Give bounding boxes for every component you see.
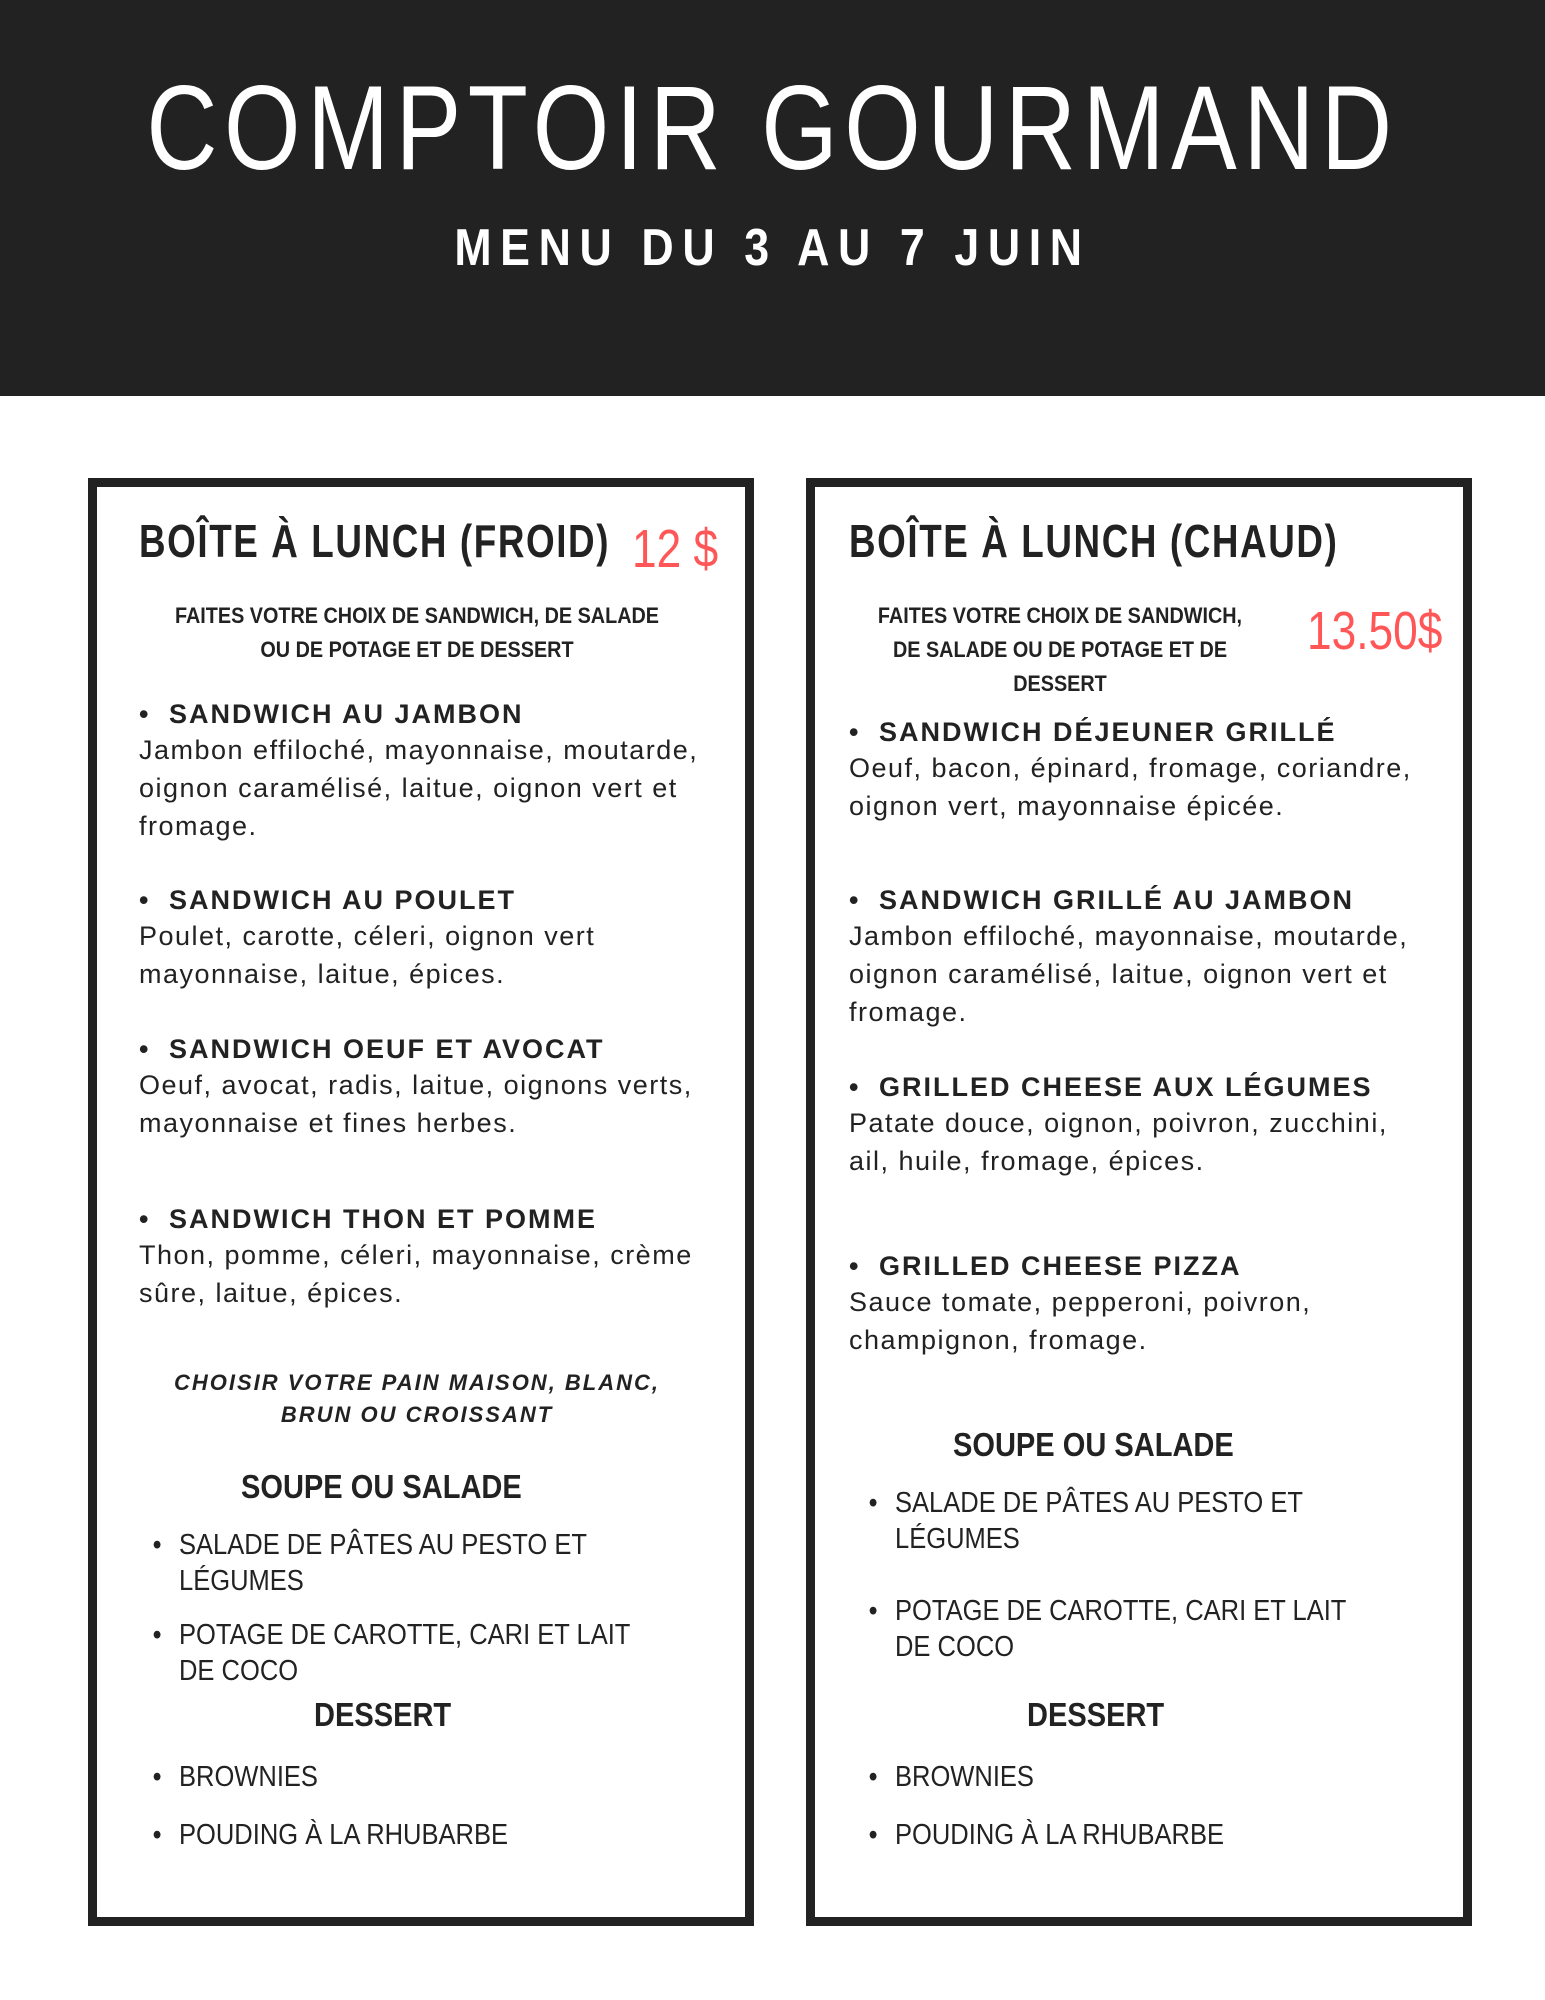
bullet-icon: • — [139, 699, 151, 729]
card-intro: FAITES VOTRE CHOIX DE SANDWICH, DE SALADE OU DE POTAGE ET DE DESSERT — [174, 603, 660, 662]
bullet-icon: • — [139, 1204, 151, 1234]
menu-item-description: Sauce tomate, pepperoni, poivron, champignon, fromage. — [849, 1287, 1312, 1355]
menu-item-name: • GRILLED CHEESE PIZZA — [849, 1251, 1242, 1281]
list-item: • POUDING À LA RHUBARBE — [152, 1819, 509, 1851]
menu-item — [139, 1202, 709, 1312]
soup-salad-heading: SOUPE OU SALADE — [241, 1468, 522, 1505]
menu-item-name: • SANDWICH OEUF ET AVOCAT — [139, 1034, 605, 1064]
menu-date-subtitle: MENU DU 3 AU 7 JUIN — [454, 219, 1091, 277]
menu-item-description: Patate douce, oignon, poivron, zucchini, ail, huile, fromage, épices. — [849, 1108, 1388, 1176]
list-item: • BROWNIES — [152, 1761, 318, 1793]
bullet-icon: • — [849, 885, 861, 915]
menu-item-name: • SANDWICH DÉJEUNER GRILLÉ — [849, 717, 1337, 747]
price-tag: 12 $ — [632, 519, 719, 579]
menu-item-name: • SANDWICH GRILLÉ AU JAMBON — [849, 885, 1354, 915]
bread-choice-note: CHOISIR VOTRE PAIN MAISON, BLANC, BRUN OU CROISSANT — [173, 1370, 661, 1427]
menu-item — [139, 697, 709, 845]
menu-item-description: Poulet, carotte, céleri, oignon vert mayonnaise, laitue, épices. — [139, 921, 596, 989]
menu-item-name: • GRILLED CHEESE AUX LÉGUMES — [849, 1072, 1373, 1102]
card-intro: FAITES VOTRE CHOIX DE SANDWICH, DE SALADE OU DE POTAGE ET DE DESSERT — [877, 603, 1243, 696]
menu-item-name: • SANDWICH THON ET POMME — [139, 1204, 597, 1234]
menu-item-name: • SANDWICH AU JAMBON — [139, 699, 524, 729]
bullet-icon: • — [849, 717, 861, 747]
bullet-icon: • — [139, 1034, 151, 1064]
menu-item-description: Oeuf, avocat, radis, laitue, oignons verts, mayonnaise et fines herbes. — [139, 1070, 693, 1138]
card-title: BOÎTE À LUNCH (CHAUD) — [849, 515, 1339, 567]
menu-item — [849, 883, 1429, 1031]
dessert-heading: DESSERT — [1027, 1696, 1165, 1733]
menu-item — [849, 715, 1429, 825]
brand-title: COMPTOIR GOURMAND — [146, 61, 1399, 195]
menu-item — [139, 1032, 709, 1142]
list-item: • BROWNIES — [868, 1761, 1034, 1793]
menu-item-description: Jambon effiloché, mayonnaise, moutarde, oignon caramélisé, laitue, oignon vert et fromage. — [139, 735, 699, 841]
card-title: BOÎTE À LUNCH (FROID) — [139, 515, 611, 567]
list-item: • POTAGE DE CAROTTE, CARI ET LAIT DE COCO — [152, 1619, 630, 1687]
menu-item-name: • SANDWICH AU POULET — [139, 885, 516, 915]
hot-lunch-box-card — [806, 478, 1472, 1926]
menu-header — [0, 0, 1545, 396]
list-item: • SALADE DE PÂTES AU PESTO ET LÉGUMES — [868, 1487, 1303, 1555]
list-item: • POUDING À LA RHUBARBE — [868, 1819, 1225, 1851]
dessert-heading: DESSERT — [314, 1696, 452, 1733]
list-item: • SALADE DE PÂTES AU PESTO ET LÉGUMES — [152, 1529, 587, 1597]
menu-item-description: Oeuf, bacon, épinard, fromage, coriandre, oignon vert, mayonnaise épicée. — [849, 753, 1412, 821]
menu-item-description: Jambon effiloché, mayonnaise, moutarde, oignon caramélisé, laitue, oignon vert et fromage. — [849, 921, 1409, 1027]
soup-salad-heading: SOUPE OU SALADE — [953, 1426, 1234, 1463]
menu-item — [849, 1249, 1429, 1359]
menu-item — [849, 1070, 1429, 1180]
price-tag: 13.50$ — [1307, 601, 1443, 661]
cold-lunch-box-card — [88, 478, 754, 1926]
list-item: • POTAGE DE CAROTTE, CARI ET LAIT DE COCO — [868, 1595, 1346, 1663]
bullet-icon: • — [139, 885, 151, 915]
menu-item-description: Thon, pomme, céleri, mayonnaise, crème sûre, laitue, épices. — [139, 1240, 693, 1308]
bullet-icon: • — [849, 1072, 861, 1102]
menu-item — [139, 883, 709, 993]
bullet-icon: • — [849, 1251, 861, 1281]
